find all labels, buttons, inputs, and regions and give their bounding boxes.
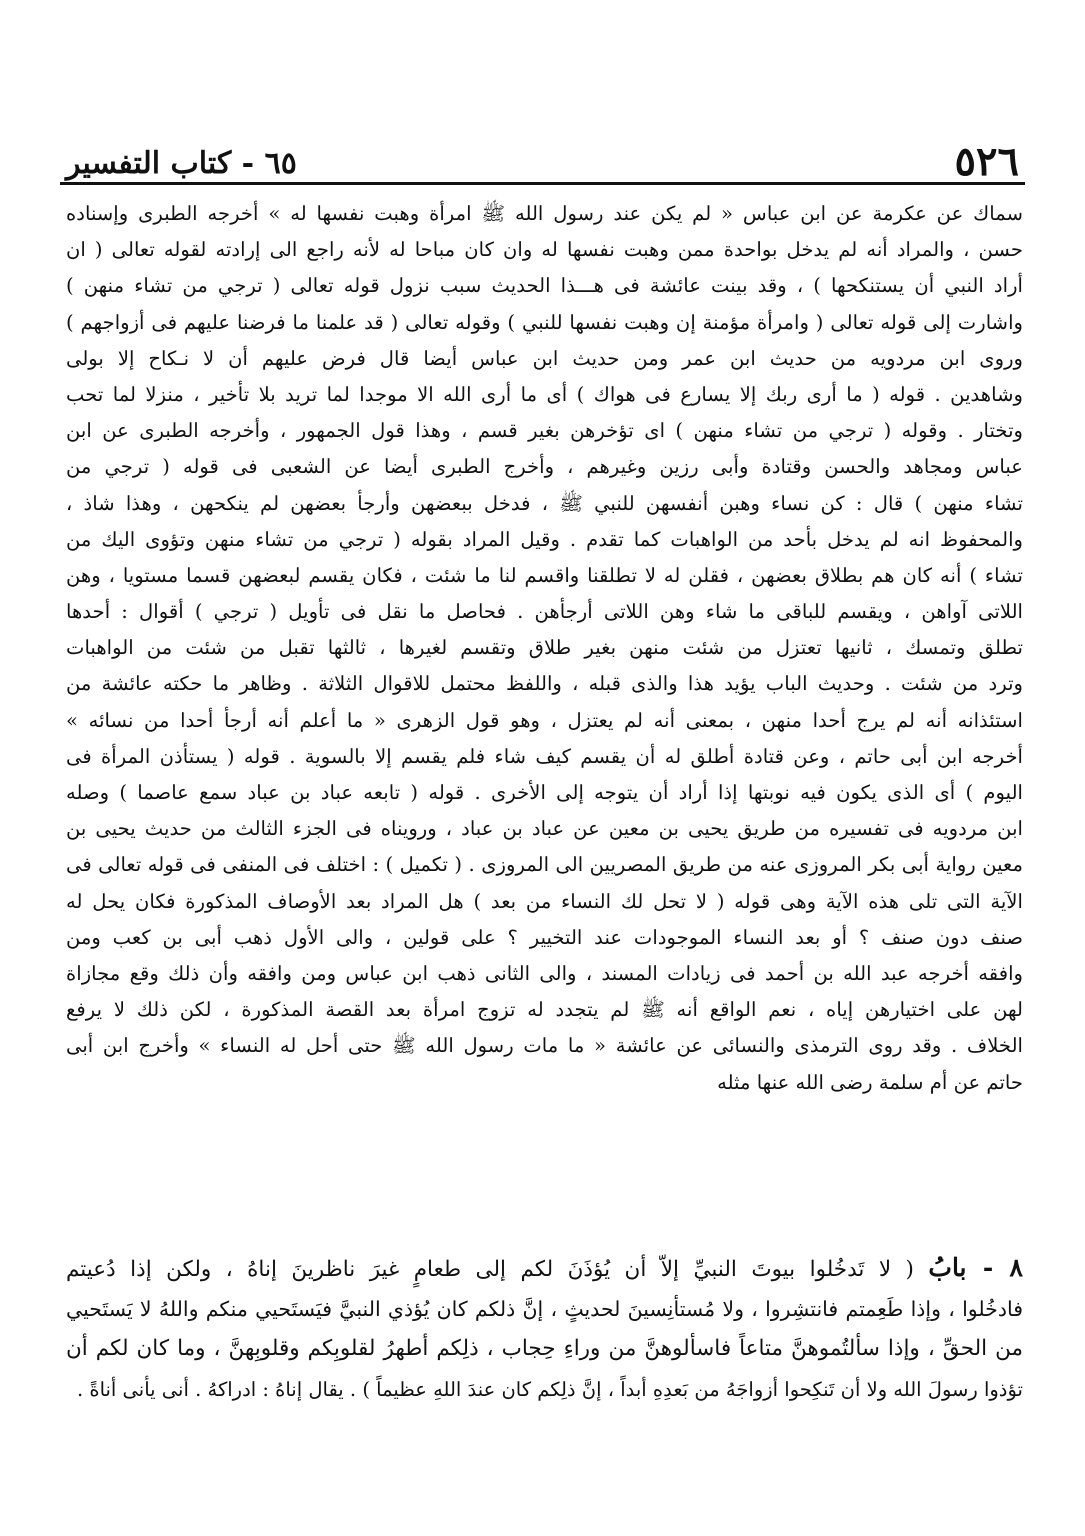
verse-line: من الحقِّ ، وإذا سألتُموهنَّ متاعاً فاسألوهنَّ من وراءِ حِجاب ، ذلِكم أطهرُ لقلوبِكم وقلوبِهنَّ ، وما كان لكم أن [66, 1336, 1023, 1361]
running-head: ٦٥ - كتاب التفسير [66, 146, 297, 181]
text-line: وافقه أخرجه عبد الله بن أحمد فى زيادات المسند ، والى الثانى ذهب ابن عباس ومن وافقه وأن ذلك وقع مجازاة [66, 961, 1023, 985]
text-line: حاتم عن أم سلمة رضى الله عنها مثله [717, 1070, 1023, 1094]
verse-line: فادخُلوا ، وإذا طَعِمتم فانتشِروا ، ولا مُستأنِسينَ لحديثٍ ، إنَّ ذلكم كان يُؤذي النبيَّ فيَستَحيي منكم واللهُ لا يَستَحيي [66, 1296, 1023, 1321]
text-line: ابن مردويه فى تفسيره من طريق يحيى بن معين عن عباد بن عباد ، ورويناه فى الجزء الثالث من حديث يحيى بن [66, 817, 1023, 841]
text-line: أراد النبي أن يستنكحها ) ، وقد بينت عائشة فى هـــذا الحديث سبب نزول قوله تعالى ( ترجي من تشاء منهن ) [66, 274, 1023, 298]
text-line: استئذانه أنه لم يرج أحدا منهن ، بمعنى أنه لم يعتزل ، وهو قول الزهرى « ما أعلم أنه أرجأ أحدا من نسائه » [66, 708, 1023, 732]
text-line: وترد من شئت . وحديث الباب يؤيد هذا والذى قبله ، واللفظ محتمل للاقوال الثلاثة . وظاهر ما حكته عائشة من [66, 672, 1023, 696]
page-number: ٥٢٦ [954, 138, 1019, 185]
text-line: الآية التى تلى هذه الآية وهى قوله ( لا تحل لك النساء من بعد ) هل المراد بعد الأوصاف المذكورة فكان يحل له [66, 889, 1023, 913]
text-line: تشاء منهن ) قال : كن نساء وهبن أنفسهن للنبي ﷺ ، فدخل ببعضهن وأرجأ بعضهن لم ينكحهن ، وهذا شاذ ، [66, 491, 1023, 515]
text-line: حسن ، والمراد أنه لم يدخل بواحدة ممن وهبت نفسها له وان كان مباحا له لأنه راجع الى إرادته لقوله تعالى ( ان [66, 238, 1023, 262]
verse-text: ( لا تَدخُلوا بيوتَ النبيِّ إلاّ أن يُؤذَنَ لكم إلى طعامٍ غيرَ ناظرينَ إناهُ ، ولكن إذا دُعيتم [66, 1257, 914, 1282]
text-line: اليوم ) أى الذى يكون فيه نوبتها إذا أراد أن يتوجه إلى الأخرى . قوله ( تابعه عباد بن عباد سمع عاصما ) وصله [66, 781, 1023, 804]
text-line: اللاتى آواهن ، ويقسم للباقى ما شاء وهن اللاتى أرجأهن . فحاصل ما نقل فى تأويل ( ترجي ) أقوال : أحدها [66, 600, 1023, 624]
section-heading: ٨ - بابُ [928, 1253, 1023, 1282]
section-8 [66, 1248, 1023, 1410]
text-line: وروى ابن مردويه من حديث ابن عمر ومن حديث ابن عباس أيضا قال فرض عليهم أن لا نـكاح إلا بولى [66, 346, 1023, 370]
page-header [60, 140, 1025, 184]
text-line: الخلاف . وقد روى الترمذى والنسائى عن عائشة « ما مات رسول الله ﷺ حتى أحل له النساء » وأخرج ابن أبى [66, 1034, 1023, 1058]
text-line: عباس ومجاهد والحسن وقتادة وأبى رزين وغيرهم ، وأخرج الطبرى أيضا عن الشعبى فى قوله ( ترجي من [66, 455, 1023, 479]
text-line: صنف دون صنف ؟ أو بعد النساء الموجودات عند التخيير ؟ على قولين ، والى الأول ذهب أبى بن كعب ومن [66, 925, 1023, 949]
text-line: تشاء ) أنه كان هم بطلاق بعضهن ، فقلن له لا تطلقنا واقسم لنا ما شئت ، فكان يقسم لبعضهن قسما مستويا ، وهن [66, 563, 1023, 587]
commentary-text [66, 196, 1023, 1101]
text-line: وشاهدين . قوله ( ما أرى ربك إلا يسارع فى هواك ) أى ما أرى الله الا موجدا لما تريد بلا تأخير ، منزلا لما تحب [66, 382, 1023, 406]
header-rule [60, 182, 1025, 185]
text-line: واشارت إلى قوله تعالى ( وامرأة مؤمنة إن وهبت نفسها للنبي ) وقوله تعالى ( قد علمنا ما فرضنا عليهم فى أزواجهم ) [66, 310, 1023, 334]
verse-line: تؤذوا رسولَ الله ولا أن تَنكِحوا أزواجَهُ من بَعدِهِ أبداً ، إنَّ ذلِكم كان عندَ اللهِ عظيماً ) . يقال إناهُ : ادراكهُ . أنى يأنى أناةً . [76, 1377, 1023, 1401]
text-line: والمحفوظ انه لم يدخل بأحد من الواهبات كما تقدم . وقيل المراد بقوله ( ترجي من تشاء منهن وتؤوى اليك من [66, 527, 1023, 551]
text-line: تطلق وتمسك ، ثانيها تعتزل من شئت منهن بغير طلاق وتقسم لغيرها ، ثالثها تقبل من شئت من الواهبات [66, 636, 1023, 660]
text-line: معين رواية أبى بكر المروزى عنه من طريق المصريين الى المروزى . ( تكميل ) : اختلف فى المنفى فى قوله تعالى فى [66, 853, 1023, 877]
text-line: وتختار . وقوله ( ترجي من تشاء منهن ) اى تؤخرهن بغير قسم ، وهذا قول الجمهور ، وأخرجه الطبرى عن ابن [66, 419, 1023, 443]
text-line: أخرجه ابن أبى حاتم ، وعن قتادة أطلق له أن يقسم كيف شاء فلم يقسم إلا بالسوية . قوله ( يستأذن المرأة فى [66, 744, 1023, 768]
text-line: سماك عن عكرمة عن ابن عباس « لم يكن عند رسول الله ﷺ امرأة وهبت نفسها له » أخرجه الطبرى وإسناده [66, 202, 1023, 225]
section-first-line [66, 1248, 1023, 1289]
text-line: لهن على اختيارهن إياه ، نعم الواقع أنه ﷺ لم يتجدد له تزوج امرأة بعد القصة المذكورة ، لكن ذلك لا يرفع [66, 998, 1023, 1022]
